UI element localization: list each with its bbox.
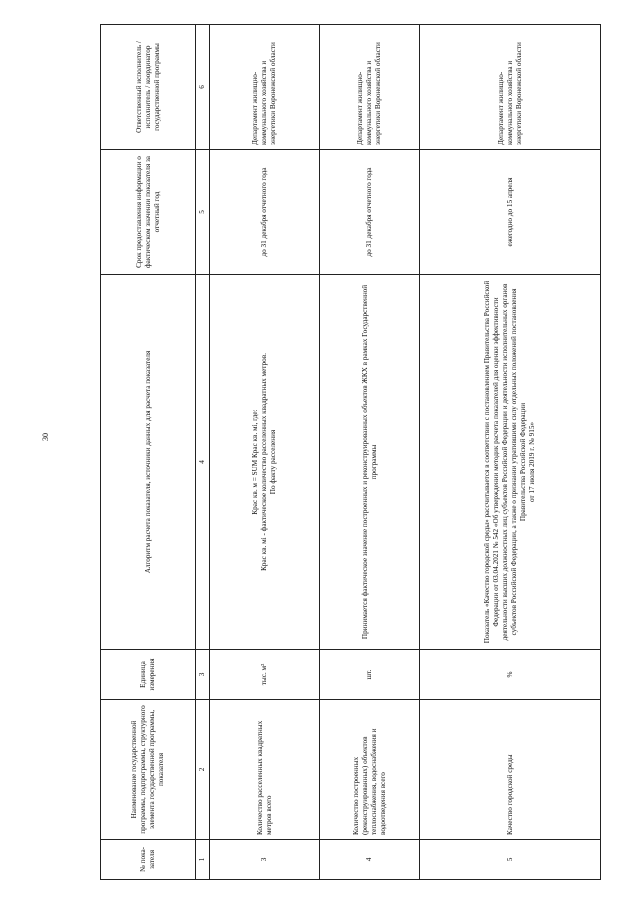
responsible: Департамент жилищно-коммунального хозяйства и энергетики Воронежской области <box>320 25 420 150</box>
header-cell-unit: Единица измерения <box>101 650 196 700</box>
header-cell-algorithm: Алгоритм расчета показателя, источники данных для расчета показателя <box>101 275 196 650</box>
column-number: 3 <box>196 650 210 700</box>
unit: шт. <box>320 650 420 700</box>
table-row <box>420 25 601 880</box>
algorithm-line: Крас кв. м = SUM Крас кв. мi, где: <box>251 409 259 515</box>
algorithm <box>420 275 601 650</box>
header-row <box>101 25 196 880</box>
unit: % <box>420 650 601 700</box>
row-number: 3 <box>210 840 320 880</box>
algorithm <box>210 275 320 650</box>
row-number: 5 <box>420 840 601 880</box>
algorithm-line: от 17 июля 2019 г. № 915» <box>528 421 536 503</box>
table-row <box>210 25 320 880</box>
algorithm-line: Крас кв. мi - фактическое количество расселенных квадратных метров. <box>260 353 268 571</box>
deadline: ежегодно до 15 апреля <box>420 150 601 275</box>
rotated-table-container <box>100 25 600 880</box>
unit: тыс. м² <box>210 650 320 700</box>
column-number-row <box>196 25 210 880</box>
column-number: 2 <box>196 700 210 840</box>
header-cell-responsible: Ответственный исполнитель / исполнитель / координатор государственной программы <box>101 25 196 150</box>
header-cell-num: № пока- зателя <box>101 840 196 880</box>
deadline: до 31 декабря отчетного года <box>210 150 320 275</box>
page-number: 30 <box>41 433 50 441</box>
indicator-name: Качество городской среды <box>420 700 601 840</box>
table-row <box>320 25 420 880</box>
row-number: 4 <box>320 840 420 880</box>
algorithm-line: По факту расселения <box>269 429 277 495</box>
column-number: 1 <box>196 840 210 880</box>
header-cell-deadline: Срок предоставления информации о фактическом значении показателя за отчетный год <box>101 150 196 275</box>
algorithm <box>320 275 420 650</box>
algorithm-line: Показатель «Качество городской среды» рассчитывается в соответствии с постановлением Правительства Российской Федерации от 03.04.2021 № 542 «Об утверждении методик расчета показателей для оценки эффективности деятельности высших должностных лиц субъектов Российской Федерации и деятельности исполнительных органов субъектов Российской Федерации, а также о признании утратившими силу отдельных положений постановления Правительства Российской Федерации <box>483 280 527 644</box>
column-number: 5 <box>196 150 210 275</box>
responsible: Департамент жилищно-коммунального хозяйства и энергетики Воронежской области <box>210 25 320 150</box>
column-number: 4 <box>196 275 210 650</box>
column-number: 6 <box>196 25 210 150</box>
indicator-name: Количество расселенных квадратных метров всего <box>210 700 320 840</box>
algorithm-line: Принимается фактическое значение построенных и реконструированных объектов ЖКХ в рамках Государственной программы <box>360 284 378 640</box>
deadline: до 31 декабря отчетного года <box>320 150 420 275</box>
responsible: Департамент жилищно-коммунального хозяйства и энергетики Воронежской области <box>420 25 601 150</box>
header-cell-name: Наименование государственной программы, подпрограммы, структурного элемента государственной программы, показателя <box>101 700 196 840</box>
indicators-table <box>100 24 601 880</box>
indicator-name: Количество построенных (реконструированных) объектов теплоснабжения, водоснабжения и водоотведения всего <box>320 700 420 840</box>
